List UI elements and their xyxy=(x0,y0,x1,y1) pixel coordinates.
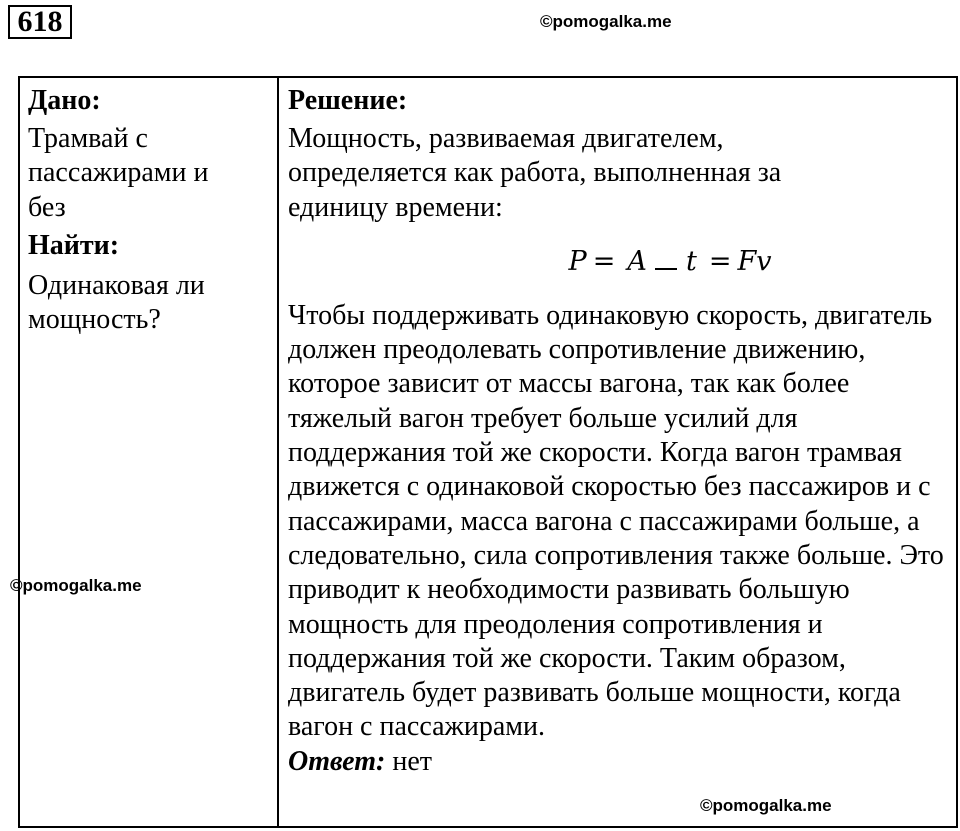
formula-numerator: A xyxy=(627,246,647,278)
formula-equals-2: = xyxy=(708,246,732,278)
power-formula xyxy=(288,225,952,299)
given-text: Трамвай с пассажирами и без xyxy=(28,123,209,223)
problem-number: 618 xyxy=(8,5,72,39)
watermark-top: ©pomogalka.me xyxy=(540,12,672,31)
watermark-middle: ©pomogalka.me xyxy=(10,576,142,595)
formula-fraction xyxy=(627,246,697,277)
answer-label: Ответ: xyxy=(288,745,386,777)
solution-column xyxy=(279,78,956,826)
solution-table xyxy=(18,76,958,828)
given-column xyxy=(20,78,279,826)
find-text: Одинаковая ли мощность? xyxy=(28,269,205,336)
watermark-bottom: ©pomogalka.me xyxy=(700,796,832,815)
formula-equals-1: = xyxy=(592,246,616,278)
formula-lhs: P xyxy=(568,246,587,278)
formula-rhs: Fv xyxy=(737,246,772,278)
find-heading: Найти: xyxy=(28,229,120,261)
solution-heading: Решение: xyxy=(288,85,408,116)
solution-body: Чтобы поддерживать одинаковую скорость, двигатель должен преодолевать сопротивление движению, которое зависит от массы вагона, так как более тяжелый вагон требует больше усилий для поддержания той же скорости. Когда вагон трамвая движется с одинаковой скоростью без пассажиров и с пассажирами, масса вагона с пассажирами больше, а следовательно, сила сопротивления также больше. Это приводит к необходимости развивать большую мощность для преодоления сопротивления и поддержания той же скорости. Таким образом, двигатель будет развивать больше мощности, когда вагон с пассажирами. xyxy=(288,299,944,743)
solution-intro: Мощность, развиваемая двигателем, определяется как работа, выполненная за единицу времени: xyxy=(288,123,782,223)
given-heading: Дано: xyxy=(28,85,101,116)
answer-line xyxy=(288,745,952,779)
fraction-bar xyxy=(655,268,677,270)
formula-denominator: t xyxy=(686,246,697,278)
answer-value: нет xyxy=(392,745,432,777)
